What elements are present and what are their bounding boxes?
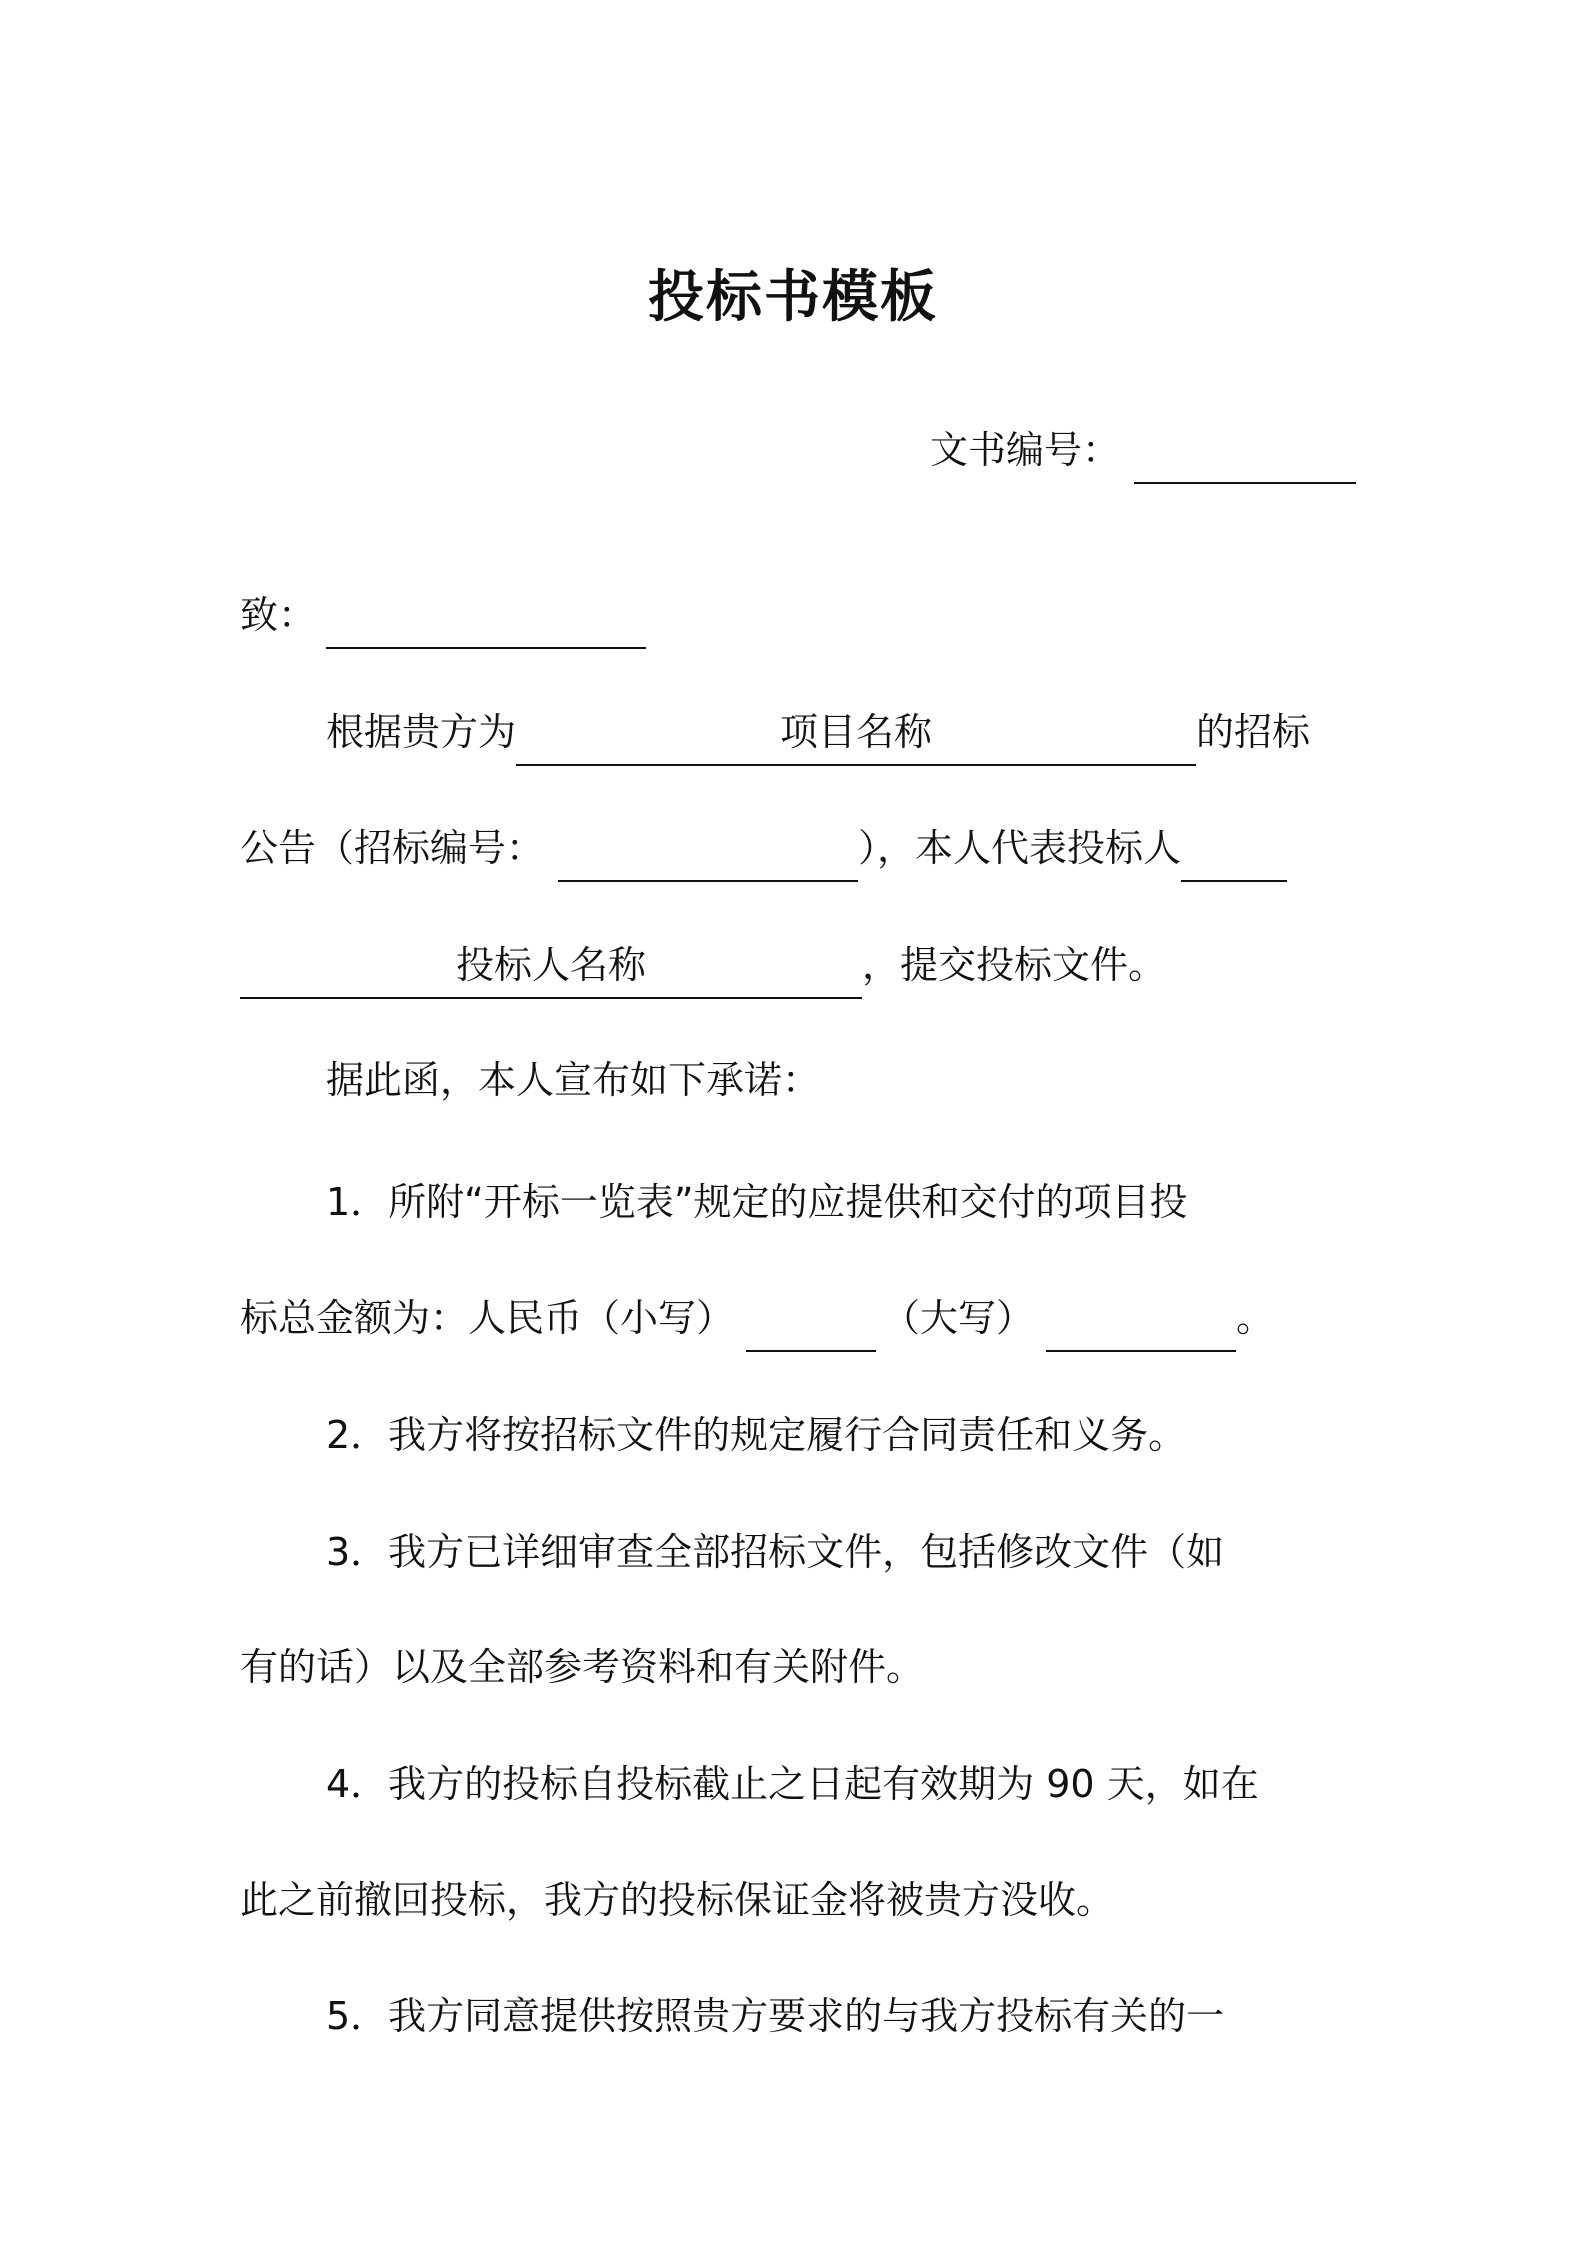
document-number-label: 文书编号： bbox=[930, 428, 1121, 472]
intro-line-2 bbox=[240, 818, 1354, 878]
item-3-line-1: 3．我方已详细审查全部招标文件，包括修改文件（如 bbox=[326, 1530, 1225, 1574]
submit-text: ，提交投标文件。 bbox=[862, 943, 1167, 987]
amount-lowercase-field[interactable] bbox=[746, 1288, 876, 1348]
item-5-line-1: 5．我方同意提供按照贵方要求的与我方投标有关的一 bbox=[326, 1994, 1225, 2038]
item-2: 2．我方将按招标文件的规定履行合同责任和义务。 bbox=[326, 1413, 1187, 1457]
project-name-placeholder: 项目名称 bbox=[780, 710, 933, 754]
bidder-name-field-start[interactable] bbox=[1181, 818, 1287, 878]
intro-line-1 bbox=[326, 702, 1354, 762]
declaration-line: 据此函，本人宣布如下承诺： bbox=[326, 1058, 821, 1102]
item-1-line-2 bbox=[240, 1288, 1354, 1348]
amount-label: 标总金额为：人民币（小写） bbox=[240, 1296, 735, 1340]
item-4-line-1: 4．我方的投标自投标截止之日起有效期为 90 天，如在 bbox=[326, 1762, 1259, 1806]
addressee-label: 致： bbox=[240, 593, 317, 637]
document-number-row bbox=[930, 420, 1356, 480]
intro-suffix: 的招标 bbox=[1196, 710, 1311, 754]
intro-line-3 bbox=[240, 935, 1354, 995]
item-3-line-2: 有的话）以及全部参考资料和有关附件。 bbox=[240, 1645, 925, 1689]
project-name-field[interactable] bbox=[516, 702, 1196, 762]
intro-prefix: 根据贵方为 bbox=[326, 710, 517, 754]
tender-no-label: 公告（招标编号： bbox=[240, 826, 545, 870]
tender-number-field[interactable] bbox=[558, 818, 858, 878]
item-1-line-1: 1．所附“开标一览表”规定的应提供和交付的项目投 bbox=[326, 1180, 1188, 1224]
addressee-field[interactable] bbox=[326, 585, 646, 645]
amount-end: 。 bbox=[1236, 1296, 1275, 1340]
document-title: 投标书模板 bbox=[648, 265, 938, 330]
addressee-row bbox=[240, 585, 1354, 645]
item-4-line-2: 此之前撤回投标，我方的投标保证金将被贵方没收。 bbox=[240, 1878, 1115, 1922]
amount-uppercase-field[interactable] bbox=[1046, 1288, 1236, 1348]
bidder-intro-text: ），本人代表投标人 bbox=[858, 826, 1182, 870]
document-number-field[interactable] bbox=[1134, 420, 1356, 480]
bidder-name-field[interactable] bbox=[240, 935, 862, 995]
bidder-name-placeholder: 投标人名称 bbox=[455, 943, 646, 987]
amount-uppercase-label: （大写） bbox=[882, 1296, 1035, 1340]
